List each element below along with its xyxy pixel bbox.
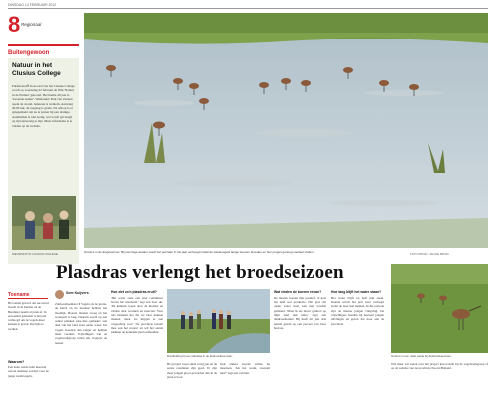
- author-avatar: [55, 290, 64, 299]
- sidebar-text: Purmerend Ⅱ In de zaal van het Clusius College wordt op woensdag 22 februari de film 'Natuur in de Purmer' getoond. Het thema dit jaar is 'Levende natuur'. Wethouder Paul van Zaanen opent de avond. Iedereen is welkom. Aanvang 20.00 uur, de toegang is gratis. Na afloop is er gelegenheid om na te praten bij een drankje. Aanmelden is niet nodig, wel wordt gevraagd op tijd aanwezig te zijn. Meer informatie is te vinden op de website.: [12, 84, 75, 128]
- grutto-photo: [391, 264, 488, 353]
- group-photo: [167, 289, 270, 353]
- toename-text: Het aantal grutto's dat succesvol broedt in de Purmer en de Beemster neemt al jaren af. In een aantal gebieden is het peil verhoogd om de vogels meer kansen te geven. Dat lijkt te werken.: [8, 301, 50, 331]
- group-photo-caption: Rondleiding bij een plasdras in de Zuidoostbeemster.: [167, 354, 233, 358]
- article-headline: Plasdras verlengt het broedseizoen: [56, 262, 344, 283]
- sidebar-photo: [12, 196, 76, 250]
- article-column-3: Het project loopt sinds vorig jaar en de eerste resultaten zijn goed. Er zijn meer jongen groot geworden dan in de jaren ervoor.: [167, 362, 217, 379]
- main-photo-caption: Grutto's in de Engewormer. Bij sommige weiden wordt het peil later in het jaar verhoogd zodat de weidevogels langer kunnen broeden en hun jongen genoeg voedsel vinden.: [84, 250, 315, 254]
- column-5-subhead: Hoe lang blijft het water staan?: [331, 290, 382, 294]
- column-2-subhead: Hoe ziet zo'n plasdras eruit?: [111, 290, 157, 294]
- column-4-subhead: Wat vinden de boeren ervan?: [274, 290, 322, 294]
- article-column-5: [331, 290, 384, 328]
- column-2-text: 'Het water staat een paar centimeter boven het maaiveld,' legt een boer uit. 'De kuikens lopen door de modder en vinden daar wormen en insecten. Voor ons betekent het dat we later kunnen maaien, maar we krijgen er een vergoeding voor.' De provincie betaalt mee aan het project en wil het aantal plekken de komende jaren uitbreiden.: [111, 295, 163, 335]
- toename-label: Toename: [8, 292, 30, 298]
- article-column-3b: Ook andere boeren willen nu meedoen. 'Als het werkt, waarom niet?' zegt een van hen.: [220, 362, 270, 375]
- section-divider: [8, 44, 79, 46]
- toename-question: Waarom?: [8, 360, 25, 364]
- column-4-text: De meeste boeren zijn positief, al kost het land wel productie. Het gras dat onder water staat, kan niet worden gemaaid. 'Maar ik zie liever grutto's op mijn land dan niets,' zegt een melkveehouder. Hij heeft dit jaar drie nesten geteld op een perceel van twee hectare.: [274, 295, 326, 330]
- page-number: 8: [8, 12, 21, 37]
- main-photo: [84, 13, 488, 248]
- sidebar-photo-caption: NIEUWSFOTO CLUSIUS COLLEGE: [12, 252, 58, 256]
- toename-divider: [8, 298, 48, 299]
- page-topline: DINSDAG 14 FEBRUARI 2012: [8, 3, 488, 9]
- main-photo-credit: FOTO PRIVÉ / JAN DE BRUIN: [410, 252, 449, 256]
- article-column-2: [111, 290, 163, 336]
- article-column-7: Wie meer wil weten over het project kan terecht bij de vogelwerkgroep of op de website van de provincie Noord-Holland.: [391, 362, 488, 371]
- author-name: Sem Kuijvers: [66, 291, 89, 295]
- article-column-1: Zuidoostbeemster Ⅱ Vogels als de grutto, de kievit en de tureluur hebben het moeilijk. Boeren maaien vroeg en het waterpeil is laag. Daarom wordt op een aantal plekken plas-dras gemaakt: een deel van het land staat onder water. De vogels broeden dan langer en hebben meer voedsel. Vrijwilligers van de vogelwerkgroep tellen elk voorjaar de nesten.: [55, 302, 107, 345]
- kicker: Buitengewoon: [8, 50, 50, 56]
- article-column-4: [274, 290, 326, 332]
- toename-answer: Een natte weide trekt insecten aan en daarmee voedsel voor de jonge weidevogels.: [8, 365, 49, 378]
- column-5-text: Het water blijft tot half juni staan. Daarna wordt het peil weer verlaagd zodat de boer kan maaien. In die periode zijn de meeste jongen vliegvlug. De vrijwilligers houden bij hoeveel jongen uitvliegen en geven dat door aan de provincie.: [331, 295, 384, 326]
- sidebar-title: Natuur in het Clusius College: [12, 62, 61, 77]
- section-label: Regionaal: [21, 22, 42, 27]
- grutto-photo-caption: Grutto's in een natte weide bij Zuidoostbeemster.: [391, 354, 452, 358]
